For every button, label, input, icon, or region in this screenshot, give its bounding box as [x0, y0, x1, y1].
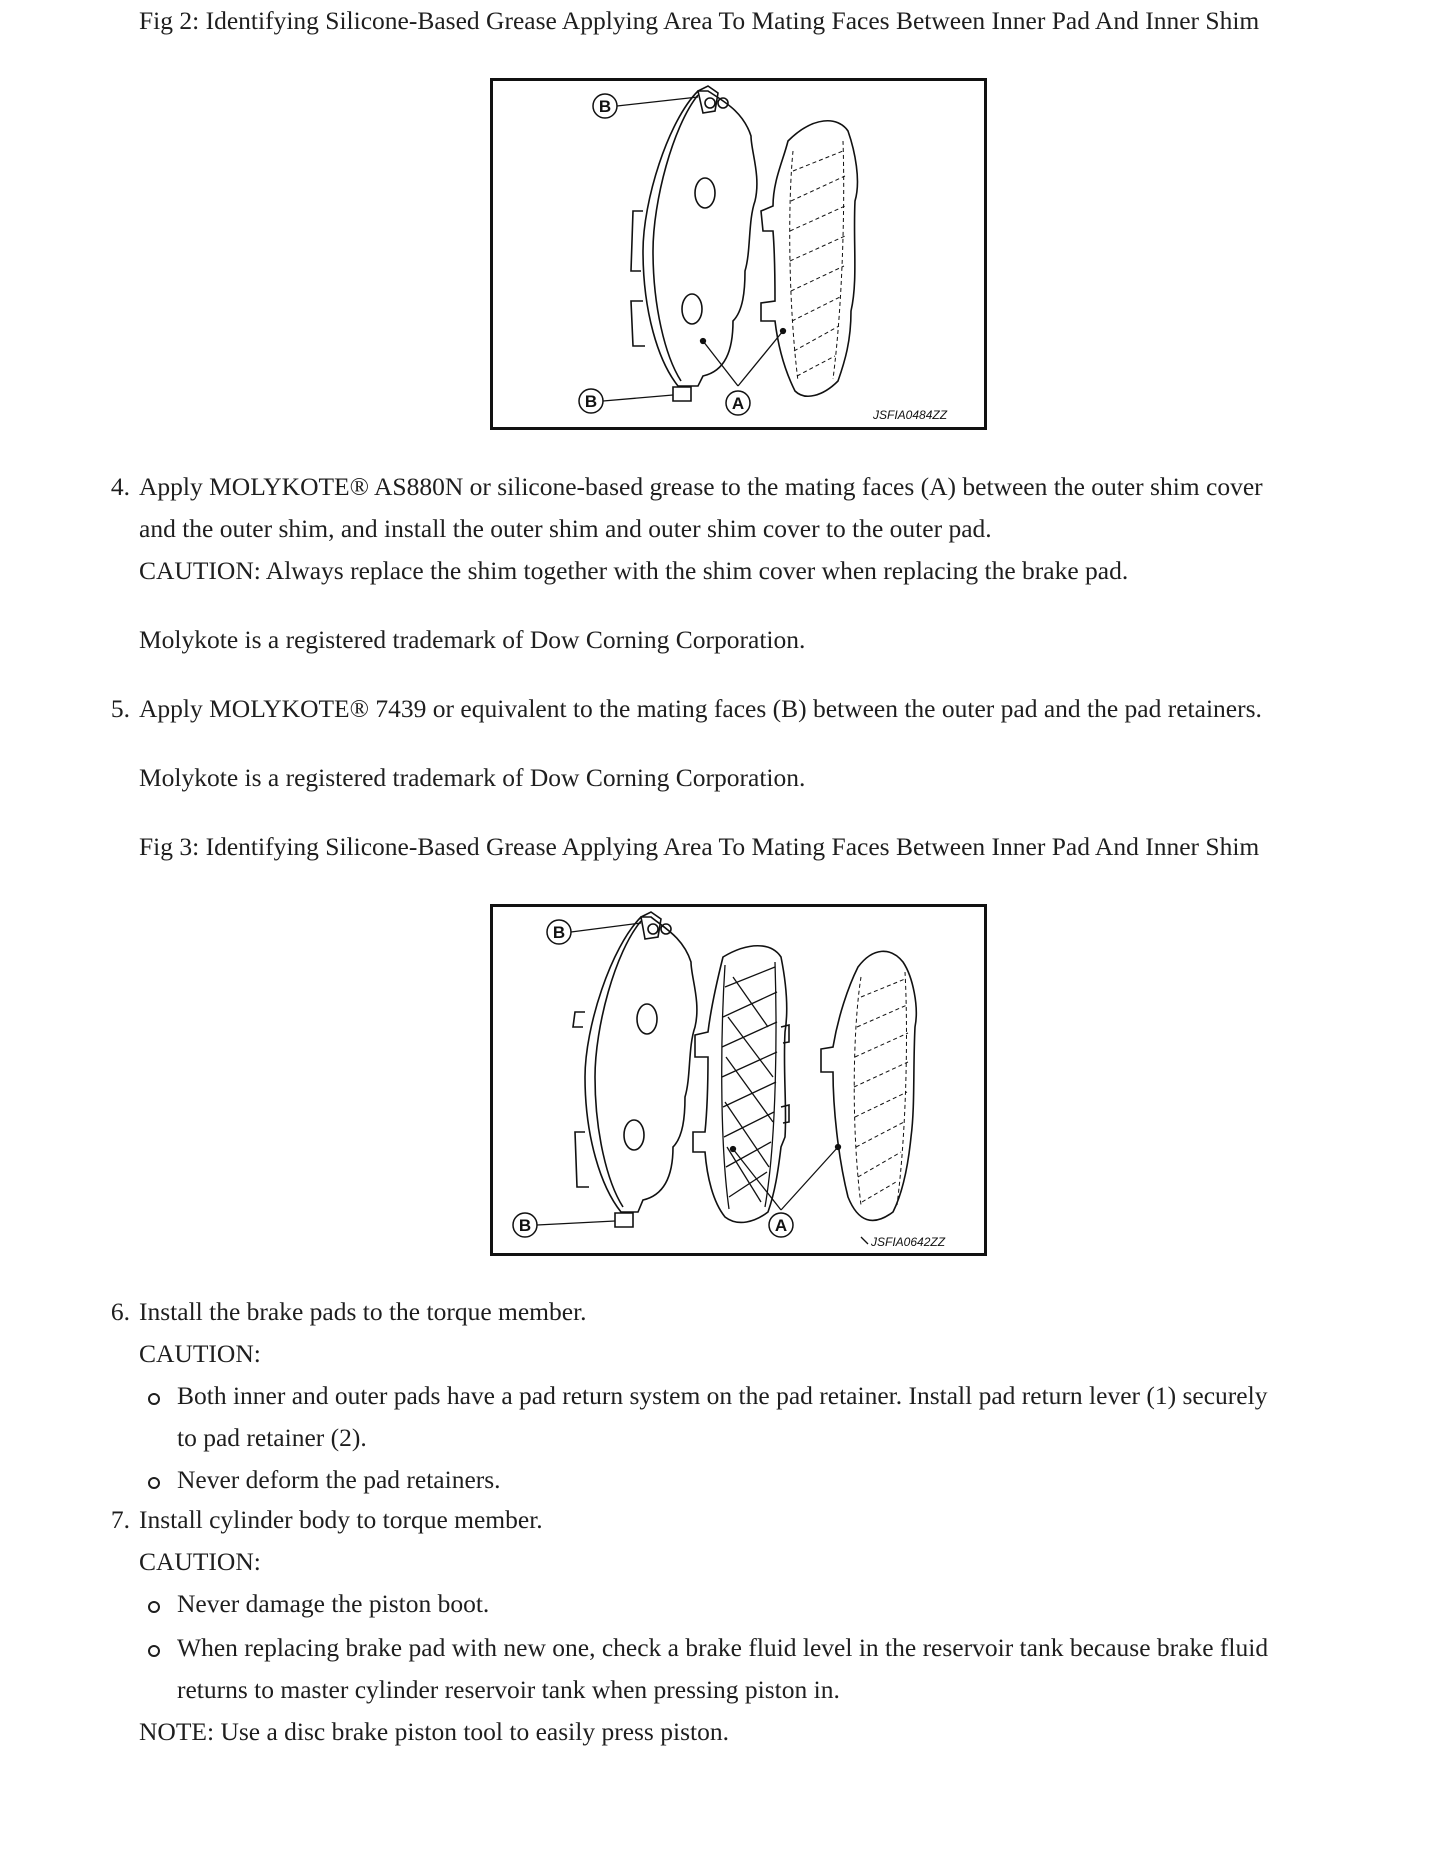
- svg-text:B: B: [584, 392, 598, 411]
- fig3-outer-shim-hatching: [854, 972, 908, 1205]
- step6-bullet1-line1: Both inner and outer pads have a pad return system on the pad retainer. Install pad return lever (1) securely: [177, 1381, 1268, 1410]
- step5-number: 5.: [110, 694, 130, 723]
- fig2-diagram: [490, 78, 987, 430]
- step7-bullet1-marker: [148, 1601, 160, 1613]
- fig3-friction-material: [595, 921, 641, 1207]
- fig3-top-retainer: [641, 912, 661, 939]
- fig2-code: JSFIA0484ZZ: [873, 408, 948, 422]
- fig3-callout-a: [769, 1213, 793, 1237]
- fig2-top-retainer: [698, 86, 718, 113]
- svg-text:A: A: [774, 1216, 788, 1235]
- step6-bullet2-marker: [148, 1477, 160, 1489]
- fig3-diagram: [490, 904, 987, 1256]
- fig2-hole-lower: [682, 294, 702, 324]
- step4-trademark: Molykote is a registered trademark of Dow Corning Corporation.: [139, 625, 806, 654]
- step7-caution: CAUTION:: [139, 1547, 261, 1576]
- fig2-shim: [761, 121, 857, 396]
- fig2-callout-b-top: [593, 94, 617, 118]
- fig3-inner-shim-hatching: [722, 962, 777, 1209]
- fig3-hole-lower: [624, 1120, 644, 1150]
- step6-bullet1-line2: to pad retainer (2).: [177, 1423, 367, 1452]
- step7-bullet2-marker: [148, 1645, 160, 1657]
- fig3-callout-b-top: [547, 920, 571, 944]
- fig2-drawing: [493, 81, 984, 427]
- fig3-drawing: [493, 907, 984, 1253]
- fig2-bottom-retainer: [673, 387, 691, 401]
- fig3-bottom-retainer: [615, 1213, 633, 1227]
- step5-text-line1: Apply MOLYKOTE® 7439 or equivalent to the mating faces (B) between the outer pad and the pad retainers.: [139, 694, 1262, 723]
- step7-text-line1: Install cylinder body to torque member.: [139, 1505, 543, 1534]
- svg-text:B: B: [552, 923, 566, 942]
- fig2-hole-upper: [695, 178, 715, 208]
- svg-text:A: A: [731, 394, 745, 413]
- svg-text:B: B: [518, 1216, 532, 1235]
- fig3-pad-plate: [585, 917, 697, 1212]
- svg-text:B: B: [598, 97, 612, 116]
- fig2-friction-material: [653, 95, 698, 381]
- fig3-callout-b-bottom: [513, 1213, 537, 1237]
- step5-trademark: Molykote is a registered trademark of Dow Corning Corporation.: [139, 763, 806, 792]
- step6-bullet1-marker: [148, 1393, 160, 1405]
- step7-bullet1: Never damage the piston boot.: [177, 1589, 490, 1618]
- step4-number: 4.: [110, 472, 130, 501]
- step6-number: 6.: [110, 1297, 130, 1326]
- step4-caution: CAUTION: Always replace the shim together with the shim cover when replacing the brake pad.: [139, 556, 1129, 585]
- fig2-caption: Fig 2: Identifying Silicone-Based Grease Applying Area To Mating Faces Between Inner Pad And Inner Shim: [139, 6, 1260, 35]
- step6-caution: CAUTION:: [139, 1339, 261, 1368]
- step4-text-line1: Apply MOLYKOTE® AS880N or silicone-based grease to the mating faces (A) between the outer shim cover: [139, 472, 1263, 501]
- step6-bullet2: Never deform the pad retainers.: [177, 1465, 501, 1494]
- fig3-hole-upper: [637, 1004, 657, 1034]
- step4-text-line2: and the outer shim, and install the outer shim and outer shim cover to the outer pad.: [139, 514, 992, 543]
- step6-text-line1: Install the brake pads to the torque member.: [139, 1297, 587, 1326]
- step7-note: NOTE: Use a disc brake piston tool to easily press piston.: [139, 1717, 729, 1746]
- fig2-callout-a: [726, 391, 750, 415]
- fig2-shim-hatching: [790, 141, 845, 381]
- step7-number: 7.: [110, 1505, 130, 1534]
- fig2-callout-b-bottom: [579, 389, 603, 413]
- fig3-caption: Fig 3: Identifying Silicone-Based Grease Applying Area To Mating Faces Between Inner Pad And Inner Shim: [139, 832, 1260, 861]
- fig3-outer-shim: [821, 951, 916, 1220]
- fig3-code: JSFIA0642ZZ: [871, 1235, 946, 1249]
- step7-bullet2-line1: When replacing brake pad with new one, check a brake fluid level in the reservoir tank because brake fluid: [177, 1633, 1269, 1662]
- step7-bullet2-line2: returns to master cylinder reservoir tank when pressing piston in.: [177, 1675, 840, 1704]
